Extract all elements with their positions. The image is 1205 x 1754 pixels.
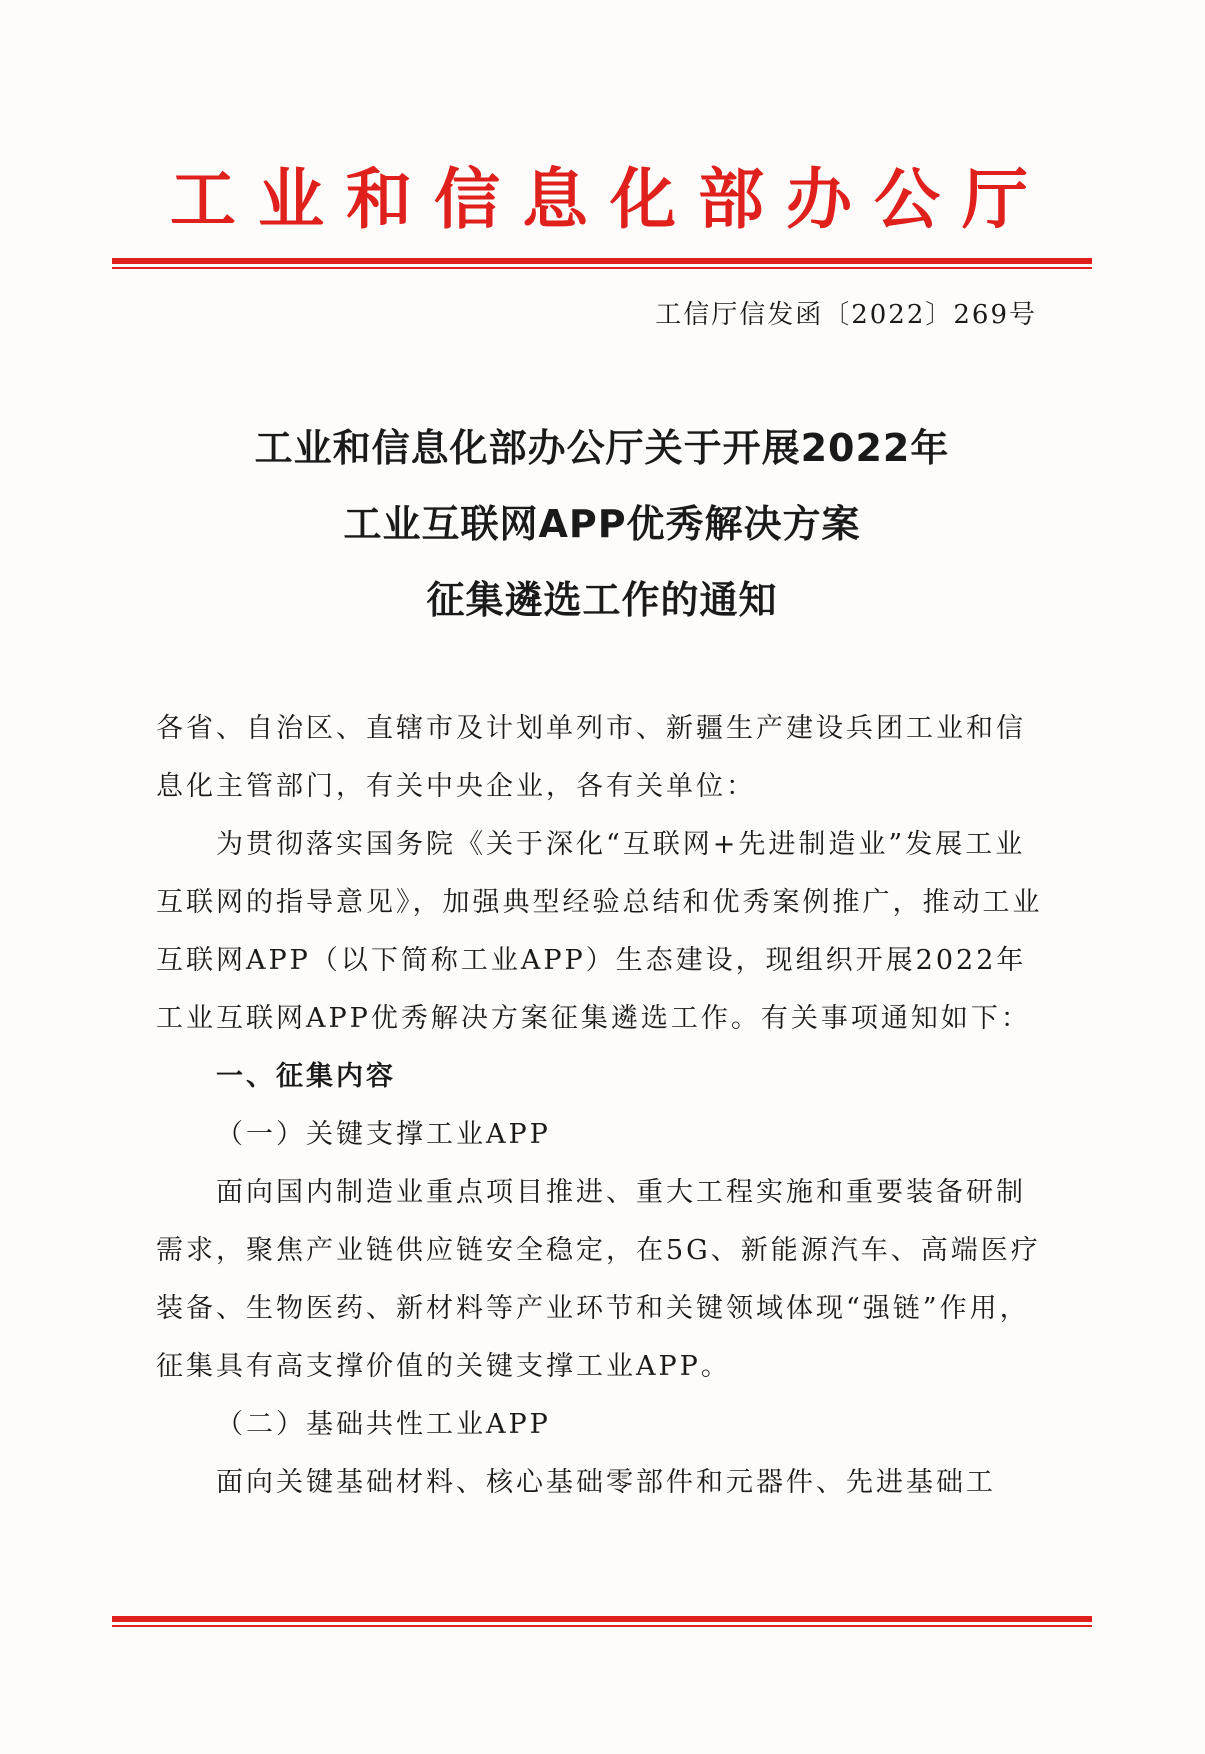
footer-red-rule (112, 1616, 1092, 1627)
title-line-1: 工业和信息化部办公厅关于开展2022年 (254, 426, 950, 470)
office-letterhead: 工业和信息化部办公厅 (170, 161, 1050, 238)
subsection-heading-2: （二）基础共性工业APP (216, 1409, 551, 1440)
title-line-3: 征集遴选工作的通知 (426, 578, 778, 622)
subsection-heading-1: （一）关键支撑工业APP (216, 1119, 551, 1150)
subsection-paragraph-2: 面向关键基础材料、核心基础零部件和元器件、先进基础工 (216, 1467, 996, 1498)
notice-title (112, 410, 1092, 638)
title-line-2: 工业互联网APP优秀解决方案 (343, 502, 861, 546)
document-number: 工信厅信发函〔2022〕269号 (655, 300, 1037, 330)
intro-paragraph: 为贯彻落实国务院《关于深化“互联网+先进制造业”发展工业互联网的指导意见》，加强典型经验总结和优秀案例推广，推动工业互联网APP（以下简称工业APP）生态建设，现组织开展2022年工业互联网APP优秀解决方案征集遴选工作。有关事项通知如下： (156, 829, 1043, 1034)
letterhead-red-rule (112, 258, 1092, 269)
notice-body (156, 700, 1050, 1512)
section-heading-1: 一、征集内容 (216, 1061, 396, 1092)
addressee: 各省、自治区、直辖市及计划单列市、新疆生产建设兵团工业和信息化主管部门，有关中央企业，各有关单位： (156, 713, 1026, 802)
subsection-paragraph-1: 面向国内制造业重点项目推进、重大工程实施和重要装备研制需求，聚焦产业链供应链安全稳定，在5G、新能源汽车、高端医疗装备、生物医药、新材料等产业环节和关键领域体现“强链”作用，征集具有高支撑价值的关键支撑工业APP。 (156, 1177, 1041, 1382)
